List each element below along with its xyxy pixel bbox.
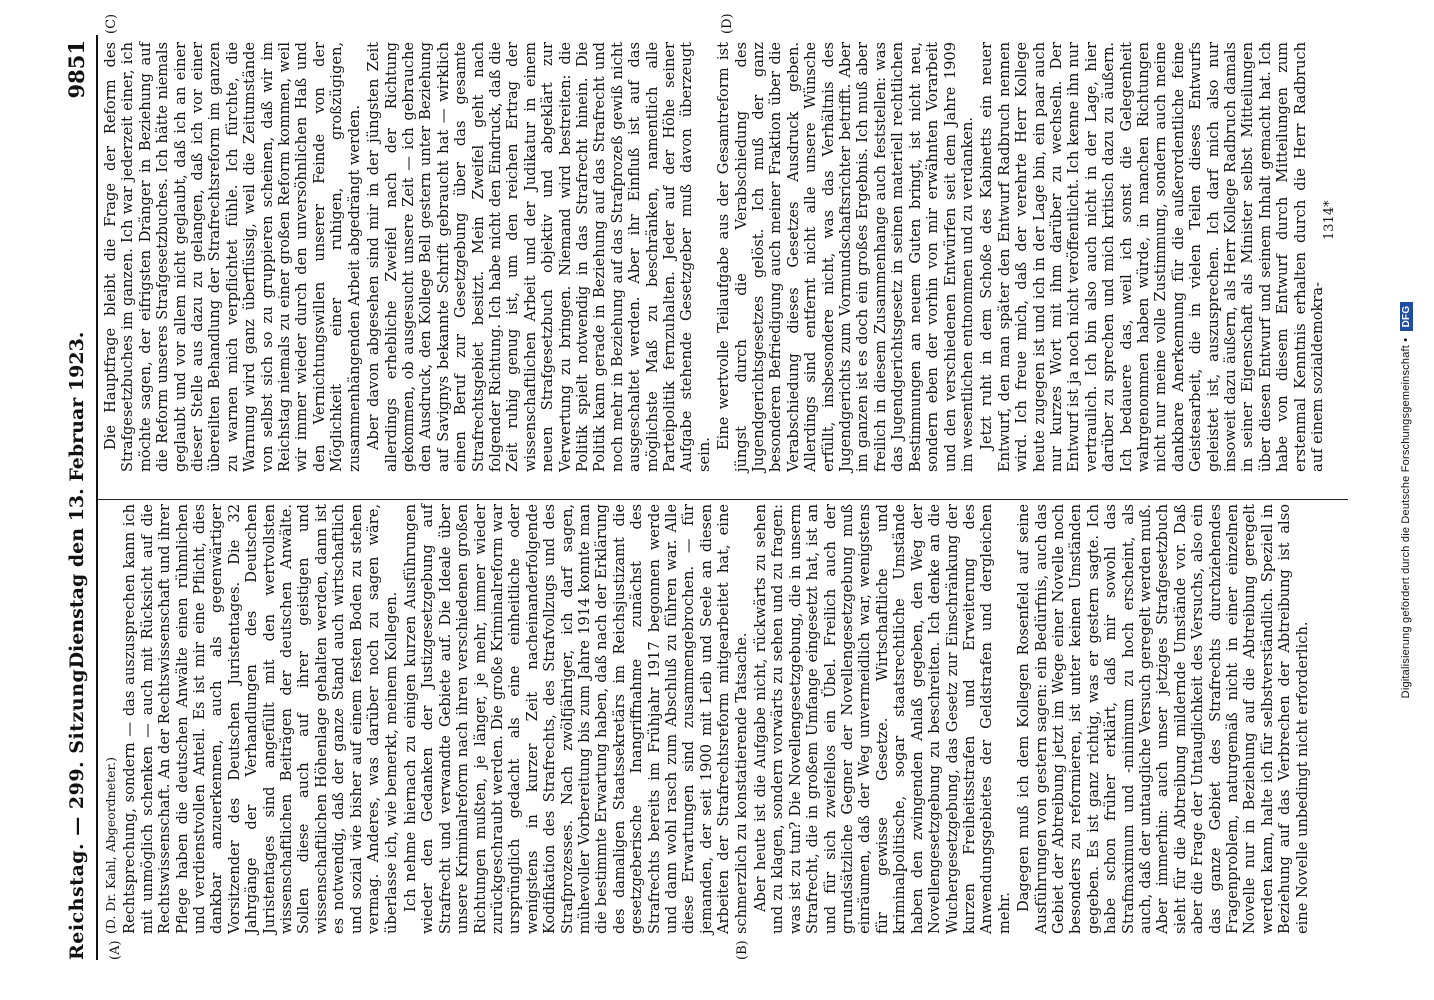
- digitization-credit: [1400, 60, 1413, 940]
- margin-marker-b: (B): [735, 940, 750, 960]
- paragraph: Dagegen muß ich dem Kollegen Rosenfeld auf seine Ausführungen von gestern sagen: ein Bedürfnis, auch das Gebiet der Abtreibung jetzt im Wege einer Novelle noch besonders zu reformieren, ist unter keinen Umständen gegeben. Es ist ganz richtig, was er gestern sagte. Ich habe schon früher erklärt, daß mir sowohl das Strafmaximum und -minimum zu hoch erscheint, als auch, daß der untaugliche Versuch geregelt werden muß. Aber immerhin: auch unser jetziges Strafgesetzbuch sieht für die Abtreibung mildernde Umstände vor. Daß aber die Frage der Untauglichkeit des Versuchs, also ein das ganze Gebiet des Strafrechts durchziehendes Fragenproblem, naturgemäß nicht in einer einzelnen Novelle nur in Beziehung auf die Abtreibung geregelt werden kann, halte ich für selbstverständlich. Speziell in Beziehung auf das Verbrechen der Abtreibung ist also eine Novelle unbedingt nicht erforderlich.: [1015, 504, 1311, 934]
- paragraph: Jetzt ruht in dem Schoße des Kabinetts ein neuer Entwurf, den man später den Entwurf Radbruch nennen wird. Ich freue mich, daß der verehrte Herr Kollege heute zugegen ist und ich in der Lage bin, ein paar auch nur kurzes Wort mit ihm darüber zu wechseln. Der Entwurf ist ja noch nicht veröffentlicht. Ich kenne ihn nur vertraulich. Ich bin also auch nicht in der Lage, hier darüber zu sprechen und mich kritisch dazu zu äußern. Ich bedauere das, weil ich sonst die Gelegenheit wahrgenommen haben würde, in manchen Richtungen nicht nur meine volle Zustimmung, sondern auch meine dankbare Anerkennung für die außerordentliche feine Geistesarbeit, die in vielen Teilen dieses Entwurfs geleistet ist, auszusprechen. Ich darf mich also nur insoweit dazu äußern, als Herr Kollege Radbruch damals in seiner Eigenschaft als Minister selbst Mitteilungen über diesen Entwurf und seinem Inhalt gemacht hat. Ich habe von diesem Entwurf durch Mitteilungen zum erstenmal Kenntnis erhalten durch die Herr Radbruch auf einem sozialdemokra-: [978, 42, 1327, 472]
- header-date: Dienstag den 13. Februar 1923.: [66, 331, 88, 669]
- dfg-logo: DFG: [1400, 302, 1413, 332]
- header-rule: [96, 35, 98, 960]
- header-left: Reichstag. — 299. Sitzung.: [66, 661, 88, 960]
- left-column: [102, 504, 1313, 934]
- column-divider: [98, 499, 1348, 500]
- page-header: [60, 40, 94, 960]
- paragraph: Aber heute ist die Aufgabe nicht, rückwärts zu sehen und zu klagen, sondern vorwärts zu sehen und zu fragen: was ist zu tun? Die Novellengesetzgebung, die in unserm Strafrecht, die in großem Umfange eingesetzt hat, ist an und für sich zweifellos ein Übel. Freilich auch der grundsätzliche Gegner der Novellengesetzgebung muß einräumen, daß der Weg unvermeidlich war, wenigstens für gewisse Gesetze. Wirtschaftliche und kriminalpolitische, sogar staatsrechtliche Umstände haben den zwingenden Anlaß gegeben, den Weg der Novellengesetzgebung zu beschreiten. Ich denke an die Wuchergesetzgebung, das Gesetz zur Einschränkung der kurzen Freiheitsstrafen und Erweiterung des Anwendungsgebietes der Geldstrafen und dergleichen mehr.: [752, 504, 1013, 934]
- margin-marker-a: (A): [108, 940, 123, 960]
- paragraph: Die Hauptfrage bleibt die Frage der Reform des Strafgesetzbuches im ganzen. Ich war jederzeit einer, ich möchte sagen, der eifrigsten Dränger in Beziehung auf die Reform unseres Strafgesetzbuches. Ich hätte niemals geglaubt und vor allem nicht geglaubt, daß ich an einer dieser Stelle aus dazu zu gelangen, daß ich vor einer übereilten Behandlung der Strafrechtsreform im ganzen zu warnen mich verpflichtet fühle. Ich fürchte, die Warnung wird ganz überflüssig, weil die Zeitumstände von selbst sich so zu gruppieren scheinen, daß wir im Reichstag niemals zu einer großen Reform kommen, weil wir immer wieder durch den unversöhnlichen Haß und den Vernichtungswillen unserer Feinde von der Möglichkeit einer ruhigen, großzügigen, zusammenhängenden Arbeit abgedrängt werden.: [102, 42, 363, 472]
- paragraph: Rechtsprechung, sondern — das auszusprechen kann ich mit unmöglich schenken — auch mit Rücksicht auf die Rechtswissenschaft. An der Rechtswissenschaft und ihrer Pflege haben die deutschen Anwälte einen rühmlichen und verdienstvollen Anteil. Es ist mir eine Pflicht, dies dankbar anzuerkennen, auch als gegenwärtiger Vorsitzender des Deutschen Juristentages. Die 32 Jahrgänge der Verhandlungen des Deutschen Juristentages sind angefüllt mit den wertvollsten wissenschaftlichen Beiträgen der deutschen Anwälte. Sollen diese auch auf ihrer geistigen und wissenschaftlichen Höhenlage gehalten werden, dann ist es notwendig, daß der ganze Stand auch wirtschaftlich und sozial wie bisher auf einem festen Boden zu stehen vermag. Anderes, was darüber noch zu sagen wäre, überlasse ich, wie bemerkt, meinem Kollegen.: [121, 504, 400, 934]
- margin-marker-d: (D): [720, 13, 735, 34]
- margin-marker-c: (C): [104, 13, 119, 34]
- paragraph: Eine wertvolle Teilaufgabe aus der Gesamtreform ist jüngst durch die Verabschiedung des Jugendgerichtsgesetzes gelöst. Ich muß der ganz besonderen Befriedigung auch meiner Fraktion über die Verabschiedung dieses Gesetzes Ausdruck geben. Allerdings sind entfernt nicht alle unsere Wünsche erfüllt, insbesondere nicht, was das Verhältnis des Jugendgerichts zum Vormundschaftsrichter betrifft. Aber im ganzen ist es doch ein großes Ergebnis. Ich muß aber freilich in diesem Zusammenhange auch feststellen: was das Jugendgerichtsgesetz in seinen materiell rechtlichen Bestimmungen an neuem Guten bringt, ist nicht neu, sondern eben der vorhin von mir erwähnten Vorarbeit und den verschiedenen Entwürfen seit dem Jahre 1909 im wesentlichen entnommen und zu verdanken.: [715, 42, 976, 472]
- paragraph: Aber davon abgesehen sind mir in der jüngsten Zeit allerdings erhebliche Zweifel nach der Richtung gekommen, ob ausgesucht unsere Zeit — ich gebrauche den Ausdruck, den Kollege Bell gestern unter Beziehung auf Savignys bekannte Schrift gebraucht hat — wirklich einen Beruf zur Gesetzgebung über das gesamte Strafrechtsgebiet besitzt. Mein Zweifel geht nach folgender Richtung. Ich habe nicht den Eindruck, daß die Zeit ruhig genug ist, um den reichen Ertrag der wissenschaftlichen Arbeit und der Judikatur in einem neuen Strafgesetzbuch objektiv und abgeklärt zur Verwertung zu bringen. Niemand wird bestreiten: die Politik spielt notwendig in das Strafrecht hinein. Die Politik kann gerade in Beziehung auf das Strafrecht und noch mehr in Beziehung auf das Strafprozeß gewiß nicht ausgeschaltet werden. Aber ihr Einfluß ist auf das möglichste Maß zu beschränken, namentlich alle Parteipolitik fernzuhalten. Jeder auf der Höhe seiner Aufgabe stehende Gesetzgeber muß davon überzeugt sein.: [365, 42, 713, 472]
- right-column: [102, 42, 1328, 472]
- paragraph: Ich nehme hiernach zu einigen kurzen Ausführungen wieder den Gedanken der Justizgesetzgebung auf Strafrecht und verwandte Gebiete auf. Die Ideale über unsere Kriminalreform nach ihren verschiedenen großen Richtungen mußten, je länger, je mehr, immer wieder zurückgeschraubt werden. Die große Kriminalreform war ursprünglich gedacht als eine einheitliche oder wenigstens in kurzer Zeit nacheinanderfolgende Kodifikation des Strafrechts, des Strafvollzugs und des Strafprozesses. Nach zwölfjähriger, ich darf sagen, mühevoller Vorbereitung bis zum Jahre 1914 konnte man die bestimmte Erwartung haben, daß nach der Erklärung des damaligen Staatssekretärs im Reichsjustizamt die gesetzgeberische Inangriffnahme zunächst des Strafrechts bereits im Frühjahr 1917 begonnen werde und dann wohl rasch zum Abschluß zu führen war. Alle diese Erwartungen sind zusammengebrochen. — für jemanden, der seit 1900 mit Leib und Seele an diesen Arbeiten der Strafrechtsreform mitgearbeitet hat, eine schmerzlich zu konstatierende Tatsache.: [401, 504, 750, 934]
- speaker-line: (D. Dr. Kahl, Abgeordneter.): [103, 756, 118, 934]
- credit-text: Digitalisierung gefördert durch die Deutsche Forschungsgemeinschaft •: [1400, 337, 1412, 699]
- page-number: 9851: [64, 40, 89, 99]
- signature-mark: 1314*: [1322, 200, 1337, 240]
